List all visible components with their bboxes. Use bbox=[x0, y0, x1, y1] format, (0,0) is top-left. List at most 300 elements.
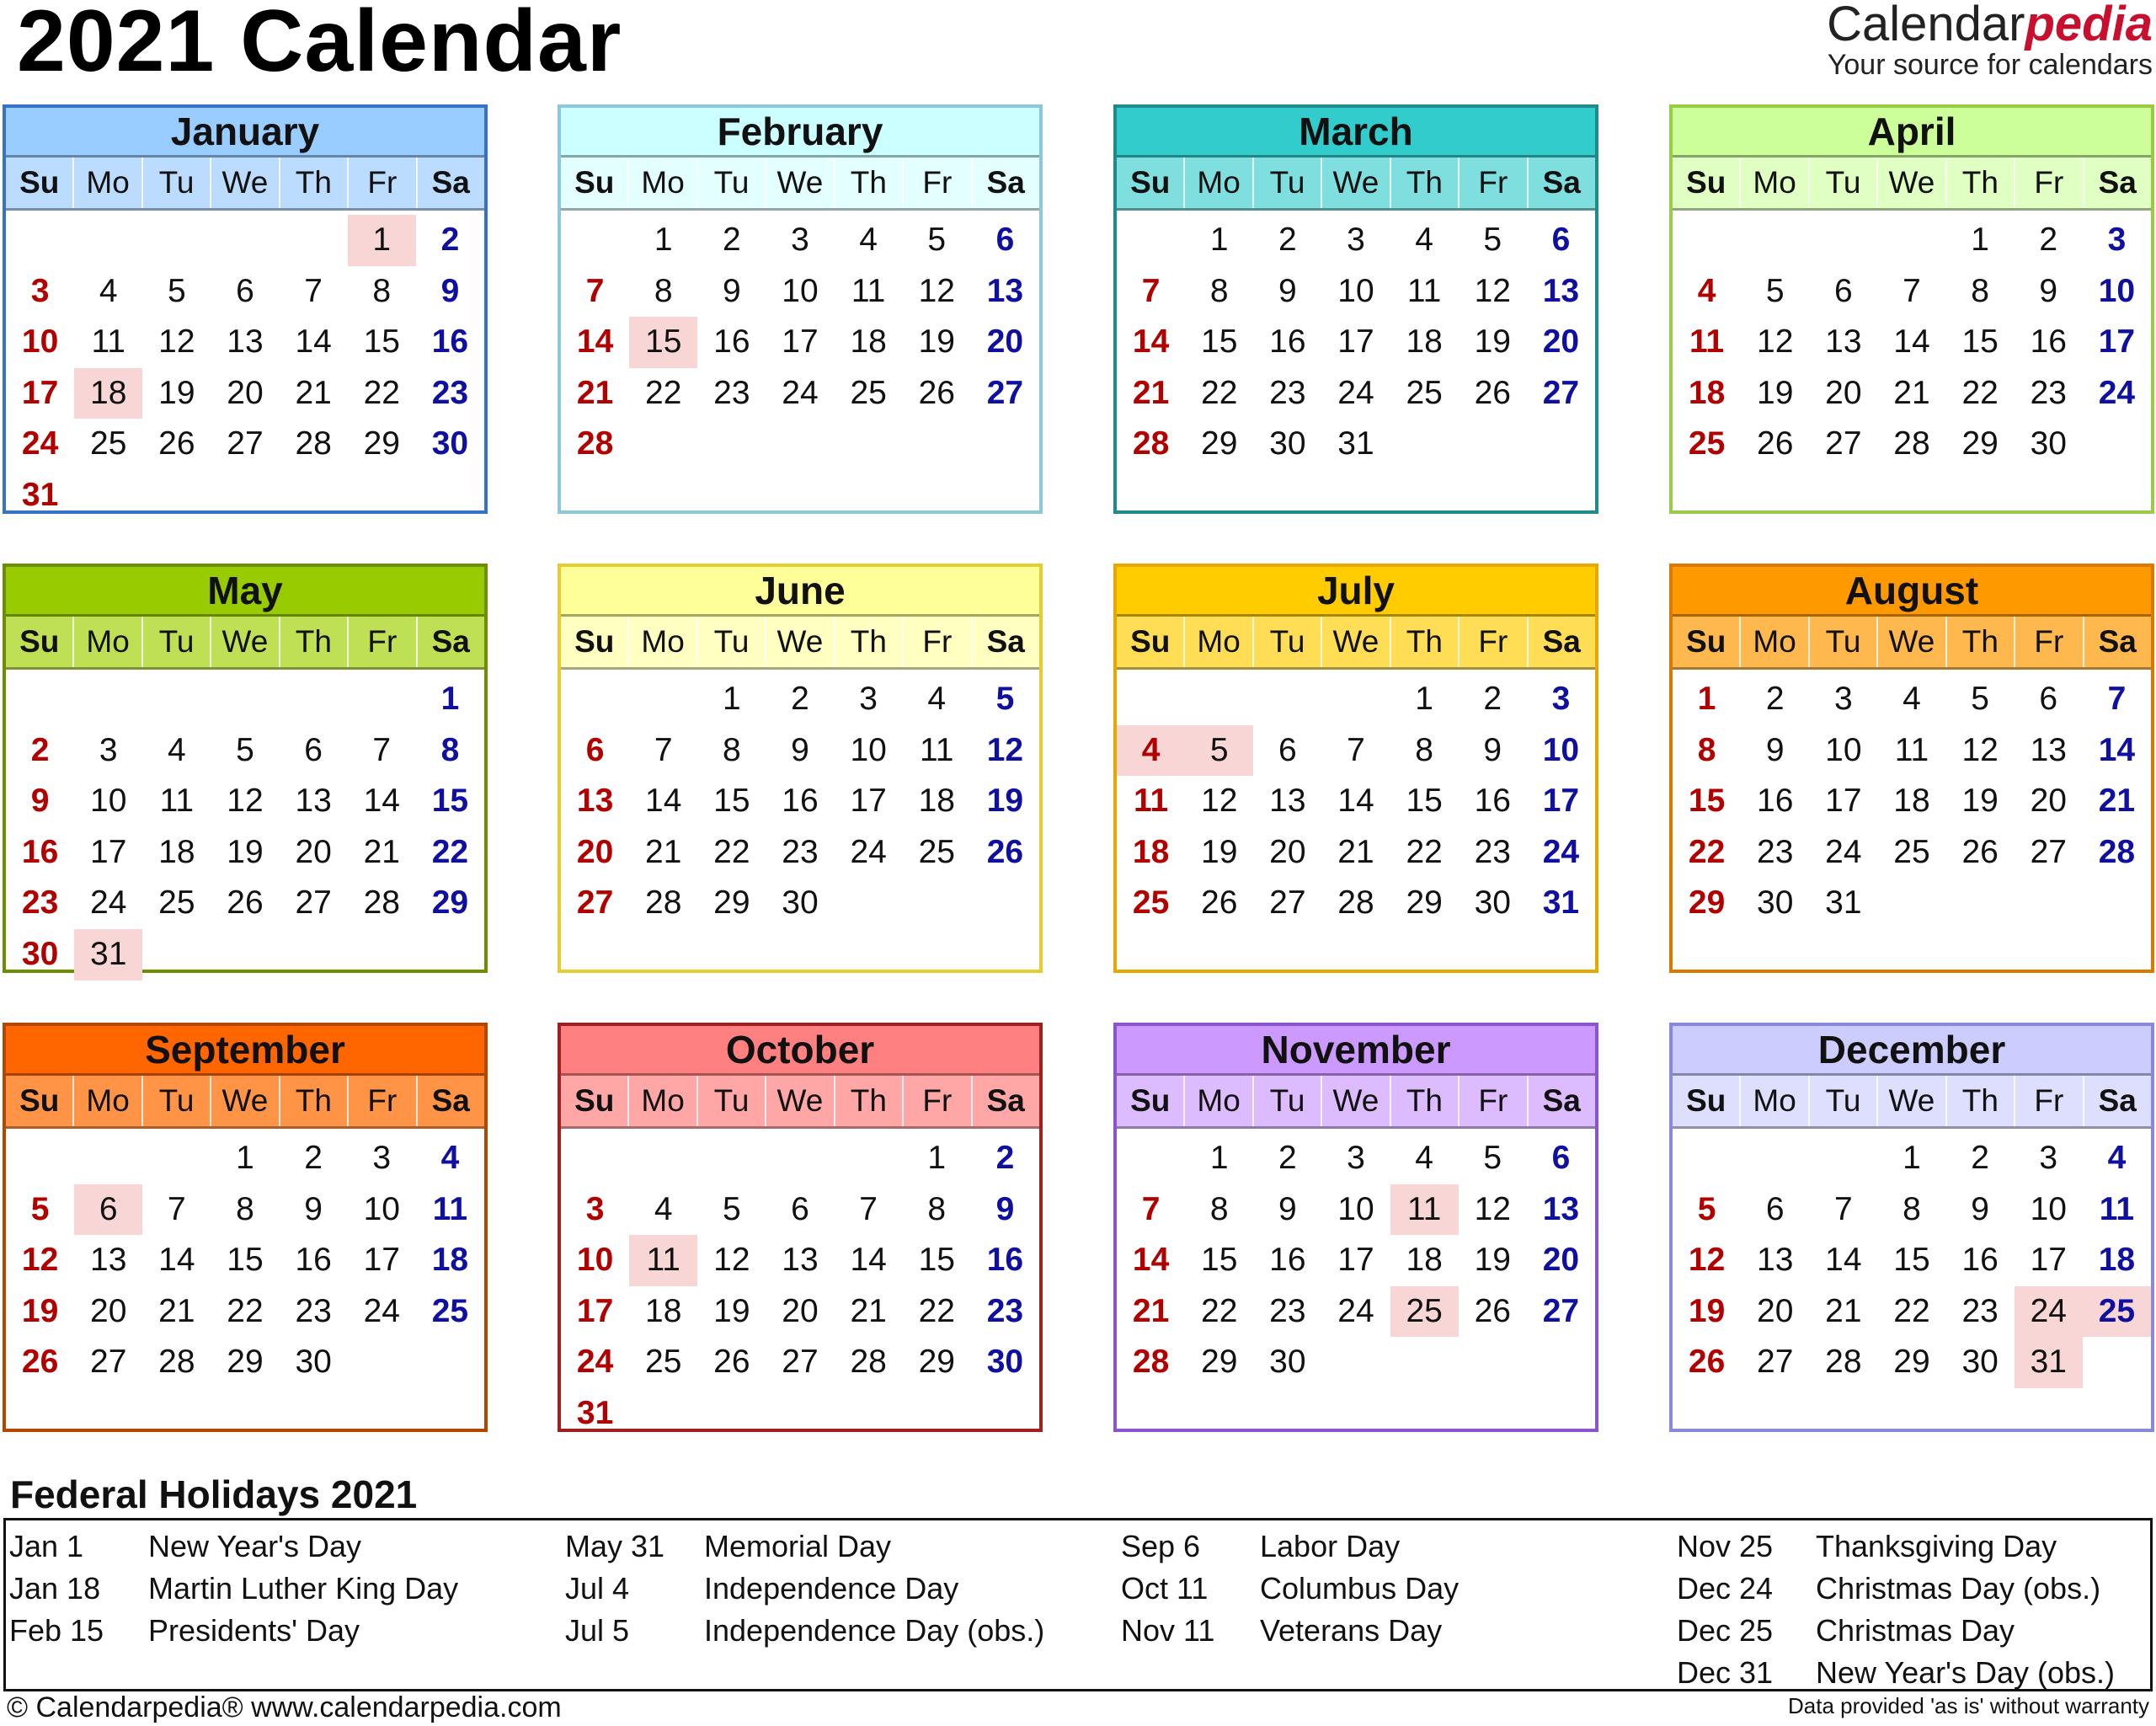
day-cell[interactable]: 12 bbox=[227, 783, 264, 820]
day-cell[interactable]: 14 bbox=[645, 783, 682, 820]
day-cell[interactable]: 10 bbox=[850, 731, 887, 768]
day-cell[interactable]: 12 bbox=[1961, 731, 1999, 768]
day-cell[interactable]: 23 bbox=[1269, 374, 1306, 411]
day-cell[interactable]: 14 bbox=[1337, 783, 1374, 820]
day-cell[interactable]: 30 bbox=[295, 1344, 332, 1381]
day-cell[interactable]: 15 bbox=[363, 323, 400, 361]
day-cell[interactable]: 10 bbox=[1542, 731, 1580, 768]
day-cell[interactable]: 23 bbox=[21, 884, 59, 922]
day-cell[interactable]: 24 bbox=[1542, 833, 1580, 870]
day-cell[interactable]: 6 bbox=[585, 731, 605, 768]
day-cell[interactable]: 17 bbox=[363, 1242, 400, 1279]
day-cell[interactable]: 12 bbox=[986, 731, 1024, 768]
day-cell[interactable]: 14 bbox=[850, 1242, 887, 1279]
day-cell[interactable]: 22 bbox=[1406, 833, 1443, 870]
day-cell[interactable]: 18 bbox=[1688, 374, 1726, 411]
day-cell[interactable]: 28 bbox=[158, 1344, 195, 1381]
day-cell[interactable]: 29 bbox=[227, 1344, 264, 1381]
day-cell[interactable]: 23 bbox=[1474, 833, 1511, 870]
day-cell[interactable]: 7 bbox=[1141, 272, 1161, 309]
day-cell[interactable]: 16 bbox=[986, 1242, 1024, 1279]
day-cell[interactable]: 25 bbox=[1893, 833, 1930, 870]
day-cell[interactable]: 6 bbox=[995, 222, 1015, 258]
holiday-day-cell[interactable]: 5 bbox=[1185, 725, 1253, 777]
day-cell[interactable]: 16 bbox=[1269, 1242, 1306, 1279]
day-cell[interactable]: 26 bbox=[158, 425, 195, 462]
day-cell[interactable]: 13 bbox=[1269, 783, 1306, 820]
day-cell[interactable]: 29 bbox=[713, 884, 750, 922]
day-cell[interactable]: 3 bbox=[30, 272, 50, 309]
day-cell[interactable]: 10 bbox=[2098, 272, 2136, 309]
day-cell[interactable]: 11 bbox=[851, 272, 886, 309]
day-cell[interactable]: 7 bbox=[304, 272, 323, 309]
day-cell[interactable]: 17 bbox=[1542, 783, 1580, 820]
day-cell[interactable]: 1 bbox=[1209, 222, 1229, 258]
day-cell[interactable]: 26 bbox=[1688, 1344, 1726, 1381]
day-cell[interactable]: 1 bbox=[1415, 681, 1433, 717]
day-cell[interactable]: 28 bbox=[1132, 1344, 1170, 1381]
day-cell[interactable]: 19 bbox=[1688, 1292, 1726, 1329]
day-cell[interactable]: 8 bbox=[723, 731, 741, 768]
day-cell[interactable]: 23 bbox=[782, 833, 819, 870]
day-cell[interactable]: 28 bbox=[850, 1344, 887, 1381]
holiday-day-cell[interactable]: 31 bbox=[2015, 1337, 2083, 1388]
holiday-day-cell[interactable]: 1 bbox=[348, 215, 416, 266]
day-cell[interactable]: 19 bbox=[918, 323, 955, 361]
day-cell[interactable]: 5 bbox=[927, 222, 947, 258]
day-cell[interactable]: 12 bbox=[1688, 1242, 1726, 1279]
day-cell[interactable]: 4 bbox=[1415, 1140, 1433, 1176]
day-cell[interactable]: 8 bbox=[1415, 731, 1433, 768]
day-cell[interactable]: 18 bbox=[2098, 1242, 2136, 1279]
day-cell[interactable]: 24 bbox=[2098, 374, 2136, 411]
day-cell[interactable]: 15 bbox=[431, 783, 469, 820]
day-cell[interactable]: 9 bbox=[304, 1190, 323, 1227]
day-cell[interactable]: 4 bbox=[168, 731, 186, 768]
day-cell[interactable]: 31 bbox=[576, 1394, 614, 1431]
day-cell[interactable]: 25 bbox=[850, 374, 887, 411]
day-cell[interactable]: 22 bbox=[431, 833, 469, 870]
day-cell[interactable]: 20 bbox=[295, 833, 332, 870]
day-cell[interactable]: 2 bbox=[1278, 222, 1297, 258]
day-cell[interactable]: 28 bbox=[1893, 425, 1930, 462]
day-cell[interactable]: 11 bbox=[1406, 272, 1442, 309]
day-cell[interactable]: 25 bbox=[158, 884, 195, 922]
day-cell[interactable]: 3 bbox=[2107, 222, 2127, 258]
day-cell[interactable]: 29 bbox=[431, 884, 469, 922]
day-cell[interactable]: 12 bbox=[21, 1242, 59, 1279]
day-cell[interactable]: 10 bbox=[782, 272, 819, 309]
day-cell[interactable]: 22 bbox=[1201, 1292, 1238, 1329]
holiday-day-cell[interactable]: 25 bbox=[2083, 1286, 2151, 1338]
day-cell[interactable]: 3 bbox=[585, 1190, 605, 1227]
day-cell[interactable]: 13 bbox=[576, 783, 614, 820]
day-cell[interactable]: 1 bbox=[654, 222, 673, 258]
day-cell[interactable]: 13 bbox=[986, 272, 1024, 309]
day-cell[interactable]: 22 bbox=[227, 1292, 264, 1329]
day-cell[interactable]: 26 bbox=[1201, 884, 1238, 922]
day-cell[interactable]: 26 bbox=[1961, 833, 1999, 870]
day-cell[interactable]: 24 bbox=[576, 1344, 614, 1381]
day-cell[interactable]: 26 bbox=[986, 833, 1024, 870]
day-cell[interactable]: 7 bbox=[1834, 1190, 1853, 1227]
day-cell[interactable]: 18 bbox=[1406, 1242, 1443, 1279]
day-cell[interactable]: 6 bbox=[1551, 1140, 1571, 1176]
day-cell[interactable]: 4 bbox=[1697, 272, 1716, 309]
day-cell[interactable]: 21 bbox=[576, 374, 614, 411]
day-cell[interactable]: 28 bbox=[2098, 833, 2136, 870]
day-cell[interactable]: 22 bbox=[1893, 1292, 1930, 1329]
day-cell[interactable]: 21 bbox=[363, 833, 400, 870]
day-cell[interactable]: 23 bbox=[1961, 1292, 1999, 1329]
day-cell[interactable]: 17 bbox=[90, 833, 127, 870]
day-cell[interactable]: 8 bbox=[1903, 1190, 1921, 1227]
day-cell[interactable]: 21 bbox=[1825, 1292, 1862, 1329]
holiday-day-cell[interactable]: 31 bbox=[74, 929, 142, 981]
day-cell[interactable]: 27 bbox=[1269, 884, 1306, 922]
day-cell[interactable]: 10 bbox=[576, 1242, 614, 1279]
day-cell[interactable]: 17 bbox=[782, 323, 819, 361]
day-cell[interactable]: 3 bbox=[1834, 681, 1853, 717]
day-cell[interactable]: 1 bbox=[1903, 1140, 1921, 1176]
day-cell[interactable]: 20 bbox=[2030, 783, 2067, 820]
day-cell[interactable]: 12 bbox=[1201, 783, 1238, 820]
day-cell[interactable]: 9 bbox=[1278, 272, 1297, 309]
holiday-day-cell[interactable]: 6 bbox=[74, 1184, 142, 1236]
day-cell[interactable]: 19 bbox=[1201, 833, 1238, 870]
day-cell[interactable]: 6 bbox=[1765, 1190, 1785, 1227]
day-cell[interactable]: 13 bbox=[1542, 272, 1580, 309]
day-cell[interactable]: 28 bbox=[1337, 884, 1374, 922]
day-cell[interactable]: 13 bbox=[90, 1242, 127, 1279]
day-cell[interactable]: 27 bbox=[782, 1344, 819, 1381]
day-cell[interactable]: 5 bbox=[1765, 272, 1785, 309]
day-cell[interactable]: 7 bbox=[654, 731, 673, 768]
day-cell[interactable]: 13 bbox=[1757, 1242, 1794, 1279]
day-cell[interactable]: 24 bbox=[1825, 833, 1862, 870]
day-cell[interactable]: 29 bbox=[1201, 1344, 1238, 1381]
day-cell[interactable]: 5 bbox=[168, 272, 186, 309]
day-cell[interactable]: 13 bbox=[2030, 731, 2067, 768]
day-cell[interactable]: 7 bbox=[585, 272, 605, 309]
day-cell[interactable]: 2 bbox=[1278, 1140, 1297, 1176]
holiday-day-cell[interactable]: 24 bbox=[2015, 1286, 2083, 1338]
day-cell[interactable]: 9 bbox=[2039, 272, 2058, 309]
day-cell[interactable]: 19 bbox=[1757, 374, 1794, 411]
day-cell[interactable]: 16 bbox=[1474, 783, 1511, 820]
day-cell[interactable]: 28 bbox=[1132, 425, 1170, 462]
day-cell[interactable]: 20 bbox=[1825, 374, 1862, 411]
day-cell[interactable]: 9 bbox=[1971, 1190, 1989, 1227]
day-cell[interactable]: 11 bbox=[432, 1190, 468, 1227]
day-cell[interactable]: 19 bbox=[1961, 783, 1999, 820]
day-cell[interactable]: 20 bbox=[1542, 1242, 1580, 1279]
day-cell[interactable]: 13 bbox=[295, 783, 332, 820]
day-cell[interactable]: 7 bbox=[859, 1190, 878, 1227]
day-cell[interactable]: 29 bbox=[1961, 425, 1999, 462]
day-cell[interactable]: 15 bbox=[1406, 783, 1443, 820]
day-cell[interactable]: 1 bbox=[1697, 681, 1716, 717]
day-cell[interactable]: 22 bbox=[645, 374, 682, 411]
day-cell[interactable]: 13 bbox=[1825, 323, 1862, 361]
day-cell[interactable]: 21 bbox=[1132, 1292, 1170, 1329]
day-cell[interactable]: 11 bbox=[1689, 323, 1725, 361]
day-cell[interactable]: 5 bbox=[1483, 222, 1502, 258]
day-cell[interactable]: 27 bbox=[1542, 374, 1580, 411]
day-cell[interactable]: 28 bbox=[645, 884, 682, 922]
day-cell[interactable]: 27 bbox=[1542, 1292, 1580, 1329]
day-cell[interactable]: 19 bbox=[1474, 1242, 1511, 1279]
day-cell[interactable]: 18 bbox=[1132, 833, 1170, 870]
day-cell[interactable]: 26 bbox=[713, 1344, 750, 1381]
day-cell[interactable]: 18 bbox=[158, 833, 195, 870]
day-cell[interactable]: 14 bbox=[1132, 323, 1170, 361]
day-cell[interactable]: 27 bbox=[295, 884, 332, 922]
day-cell[interactable]: 10 bbox=[90, 783, 127, 820]
day-cell[interactable]: 6 bbox=[1834, 272, 1853, 309]
day-cell[interactable]: 4 bbox=[927, 681, 947, 717]
holiday-day-cell[interactable]: 15 bbox=[629, 317, 697, 368]
day-cell[interactable]: 17 bbox=[2030, 1242, 2067, 1279]
day-cell[interactable]: 4 bbox=[1415, 222, 1433, 258]
day-cell[interactable]: 26 bbox=[227, 884, 264, 922]
day-cell[interactable]: 9 bbox=[1278, 1190, 1297, 1227]
day-cell[interactable]: 29 bbox=[918, 1344, 955, 1381]
day-cell[interactable]: 4 bbox=[440, 1140, 460, 1176]
day-cell[interactable]: 5 bbox=[236, 731, 254, 768]
day-cell[interactable]: 17 bbox=[850, 783, 887, 820]
day-cell[interactable]: 14 bbox=[158, 1242, 195, 1279]
day-cell[interactable]: 23 bbox=[986, 1292, 1024, 1329]
day-cell[interactable]: 6 bbox=[791, 1190, 809, 1227]
day-cell[interactable]: 27 bbox=[1825, 425, 1862, 462]
day-cell[interactable]: 25 bbox=[918, 833, 955, 870]
day-cell[interactable]: 23 bbox=[1757, 833, 1794, 870]
day-cell[interactable]: 23 bbox=[2030, 374, 2067, 411]
day-cell[interactable]: 6 bbox=[304, 731, 323, 768]
day-cell[interactable]: 24 bbox=[21, 425, 59, 462]
day-cell[interactable]: 24 bbox=[90, 884, 127, 922]
day-cell[interactable]: 27 bbox=[986, 374, 1024, 411]
day-cell[interactable]: 1 bbox=[236, 1140, 254, 1176]
day-cell[interactable]: 27 bbox=[227, 425, 264, 462]
day-cell[interactable]: 21 bbox=[645, 833, 682, 870]
day-cell[interactable]: 4 bbox=[859, 222, 878, 258]
day-cell[interactable]: 29 bbox=[363, 425, 400, 462]
day-cell[interactable]: 8 bbox=[1209, 272, 1229, 309]
day-cell[interactable]: 29 bbox=[1688, 884, 1726, 922]
day-cell[interactable]: 30 bbox=[1269, 1344, 1306, 1381]
day-cell[interactable]: 16 bbox=[713, 323, 750, 361]
day-cell[interactable]: 21 bbox=[1337, 833, 1374, 870]
day-cell[interactable]: 15 bbox=[1961, 323, 1999, 361]
day-cell[interactable]: 8 bbox=[440, 731, 460, 768]
day-cell[interactable]: 19 bbox=[1474, 323, 1511, 361]
day-cell[interactable]: 10 bbox=[363, 1190, 400, 1227]
day-cell[interactable]: 21 bbox=[850, 1292, 887, 1329]
holiday-day-cell[interactable]: 25 bbox=[1390, 1286, 1459, 1338]
day-cell[interactable]: 21 bbox=[2098, 783, 2136, 820]
day-cell[interactable]: 30 bbox=[431, 425, 469, 462]
day-cell[interactable]: 8 bbox=[1971, 272, 1989, 309]
day-cell[interactable]: 13 bbox=[227, 323, 264, 361]
day-cell[interactable]: 20 bbox=[90, 1292, 127, 1329]
day-cell[interactable]: 23 bbox=[713, 374, 750, 411]
day-cell[interactable]: 16 bbox=[295, 1242, 332, 1279]
day-cell[interactable]: 10 bbox=[1825, 731, 1862, 768]
day-cell[interactable]: 16 bbox=[431, 323, 469, 361]
day-cell[interactable]: 19 bbox=[227, 833, 264, 870]
day-cell[interactable]: 16 bbox=[2030, 323, 2067, 361]
day-cell[interactable]: 15 bbox=[1201, 1242, 1238, 1279]
day-cell[interactable]: 30 bbox=[1474, 884, 1511, 922]
day-cell[interactable]: 21 bbox=[158, 1292, 195, 1329]
day-cell[interactable]: 22 bbox=[918, 1292, 955, 1329]
day-cell[interactable]: 25 bbox=[431, 1292, 469, 1329]
day-cell[interactable]: 6 bbox=[2039, 681, 2058, 717]
day-cell[interactable]: 29 bbox=[1406, 884, 1443, 922]
day-cell[interactable]: 2 bbox=[1483, 681, 1502, 717]
day-cell[interactable]: 13 bbox=[1542, 1190, 1580, 1227]
day-cell[interactable]: 17 bbox=[576, 1292, 614, 1329]
day-cell[interactable]: 20 bbox=[1269, 833, 1306, 870]
day-cell[interactable]: 22 bbox=[363, 374, 400, 411]
day-cell[interactable]: 21 bbox=[1893, 374, 1930, 411]
day-cell[interactable]: 5 bbox=[30, 1190, 50, 1227]
day-cell[interactable]: 31 bbox=[1337, 425, 1374, 462]
day-cell[interactable]: 8 bbox=[1209, 1190, 1229, 1227]
day-cell[interactable]: 22 bbox=[1961, 374, 1999, 411]
day-cell[interactable]: 23 bbox=[295, 1292, 332, 1329]
day-cell[interactable]: 26 bbox=[1474, 1292, 1511, 1329]
day-cell[interactable]: 21 bbox=[295, 374, 332, 411]
day-cell[interactable]: 11 bbox=[1133, 783, 1169, 820]
day-cell[interactable]: 9 bbox=[30, 783, 50, 820]
day-cell[interactable]: 14 bbox=[1825, 1242, 1862, 1279]
day-cell[interactable]: 28 bbox=[1825, 1344, 1862, 1381]
day-cell[interactable]: 10 bbox=[2030, 1190, 2067, 1227]
holiday-day-cell[interactable]: 11 bbox=[629, 1235, 697, 1286]
day-cell[interactable]: 27 bbox=[2030, 833, 2067, 870]
day-cell[interactable]: 20 bbox=[227, 374, 264, 411]
day-cell[interactable]: 13 bbox=[782, 1242, 819, 1279]
day-cell[interactable]: 18 bbox=[918, 783, 955, 820]
day-cell[interactable]: 9 bbox=[995, 1190, 1015, 1227]
day-cell[interactable]: 5 bbox=[723, 1190, 741, 1227]
day-cell[interactable]: 20 bbox=[576, 833, 614, 870]
day-cell[interactable]: 15 bbox=[1688, 783, 1726, 820]
day-cell[interactable]: 3 bbox=[99, 731, 118, 768]
day-cell[interactable]: 28 bbox=[576, 425, 614, 462]
day-cell[interactable]: 24 bbox=[1337, 1292, 1374, 1329]
day-cell[interactable]: 30 bbox=[2030, 425, 2067, 462]
day-cell[interactable]: 19 bbox=[21, 1292, 59, 1329]
day-cell[interactable]: 30 bbox=[782, 884, 819, 922]
day-cell[interactable]: 7 bbox=[168, 1190, 186, 1227]
day-cell[interactable]: 12 bbox=[1474, 1190, 1511, 1227]
day-cell[interactable]: 9 bbox=[1483, 731, 1502, 768]
day-cell[interactable]: 26 bbox=[918, 374, 955, 411]
day-cell[interactable]: 30 bbox=[1757, 884, 1794, 922]
day-cell[interactable]: 11 bbox=[159, 783, 195, 820]
day-cell[interactable]: 6 bbox=[236, 272, 254, 309]
day-cell[interactable]: 11 bbox=[1894, 731, 1929, 768]
day-cell[interactable]: 27 bbox=[1757, 1344, 1794, 1381]
day-cell[interactable]: 7 bbox=[1347, 731, 1365, 768]
day-cell[interactable]: 18 bbox=[431, 1242, 469, 1279]
day-cell[interactable]: 2 bbox=[723, 222, 741, 258]
day-cell[interactable]: 9 bbox=[440, 272, 460, 309]
day-cell[interactable]: 1 bbox=[927, 1140, 947, 1176]
day-cell[interactable]: 8 bbox=[236, 1190, 254, 1227]
day-cell[interactable]: 31 bbox=[1542, 884, 1580, 922]
day-cell[interactable]: 10 bbox=[21, 323, 59, 361]
day-cell[interactable]: 16 bbox=[1961, 1242, 1999, 1279]
day-cell[interactable]: 19 bbox=[986, 783, 1024, 820]
day-cell[interactable]: 17 bbox=[2098, 323, 2136, 361]
day-cell[interactable]: 25 bbox=[1406, 374, 1443, 411]
day-cell[interactable]: 5 bbox=[1483, 1140, 1502, 1176]
day-cell[interactable]: 16 bbox=[782, 783, 819, 820]
day-cell[interactable]: 1 bbox=[1209, 1140, 1229, 1176]
day-cell[interactable]: 9 bbox=[1765, 731, 1785, 768]
day-cell[interactable]: 30 bbox=[21, 935, 59, 972]
day-cell[interactable]: 17 bbox=[1337, 1242, 1374, 1279]
day-cell[interactable]: 8 bbox=[927, 1190, 947, 1227]
day-cell[interactable]: 26 bbox=[21, 1344, 59, 1381]
day-cell[interactable]: 14 bbox=[363, 783, 400, 820]
day-cell[interactable]: 2 bbox=[304, 1140, 323, 1176]
day-cell[interactable]: 20 bbox=[1757, 1292, 1794, 1329]
day-cell[interactable]: 16 bbox=[1269, 323, 1306, 361]
day-cell[interactable]: 3 bbox=[1347, 222, 1365, 258]
day-cell[interactable]: 31 bbox=[1825, 884, 1862, 922]
day-cell[interactable]: 21 bbox=[1132, 374, 1170, 411]
day-cell[interactable]: 2 bbox=[2039, 222, 2058, 258]
day-cell[interactable]: 2 bbox=[440, 222, 460, 258]
brand-logo[interactable] bbox=[1827, 0, 2153, 79]
day-cell[interactable]: 15 bbox=[1893, 1242, 1930, 1279]
day-cell[interactable]: 4 bbox=[1903, 681, 1921, 717]
day-cell[interactable]: 7 bbox=[372, 731, 392, 768]
day-cell[interactable]: 19 bbox=[158, 374, 195, 411]
day-cell[interactable]: 7 bbox=[1141, 1190, 1161, 1227]
day-cell[interactable]: 12 bbox=[1474, 272, 1511, 309]
day-cell[interactable]: 22 bbox=[1688, 833, 1726, 870]
day-cell[interactable]: 29 bbox=[1201, 425, 1238, 462]
day-cell[interactable]: 2 bbox=[995, 1140, 1015, 1176]
day-cell[interactable]: 4 bbox=[99, 272, 118, 309]
day-cell[interactable]: 14 bbox=[1132, 1242, 1170, 1279]
day-cell[interactable]: 14 bbox=[295, 323, 332, 361]
day-cell[interactable]: 12 bbox=[1757, 323, 1794, 361]
day-cell[interactable]: 18 bbox=[1406, 323, 1443, 361]
day-cell[interactable]: 30 bbox=[1269, 425, 1306, 462]
day-cell[interactable]: 29 bbox=[1893, 1344, 1930, 1381]
day-cell[interactable]: 12 bbox=[918, 272, 955, 309]
day-cell[interactable]: 24 bbox=[1337, 374, 1374, 411]
day-cell[interactable]: 16 bbox=[21, 833, 59, 870]
day-cell[interactable]: 25 bbox=[1688, 425, 1726, 462]
holiday-day-cell[interactable]: 11 bbox=[1390, 1184, 1459, 1236]
holiday-day-cell[interactable]: 18 bbox=[74, 368, 142, 419]
day-cell[interactable]: 25 bbox=[90, 425, 127, 462]
day-cell[interactable]: 27 bbox=[90, 1344, 127, 1381]
day-cell[interactable]: 14 bbox=[576, 323, 614, 361]
day-cell[interactable]: 12 bbox=[158, 323, 195, 361]
day-cell[interactable]: 4 bbox=[654, 1190, 673, 1227]
day-cell[interactable]: 7 bbox=[1903, 272, 1921, 309]
